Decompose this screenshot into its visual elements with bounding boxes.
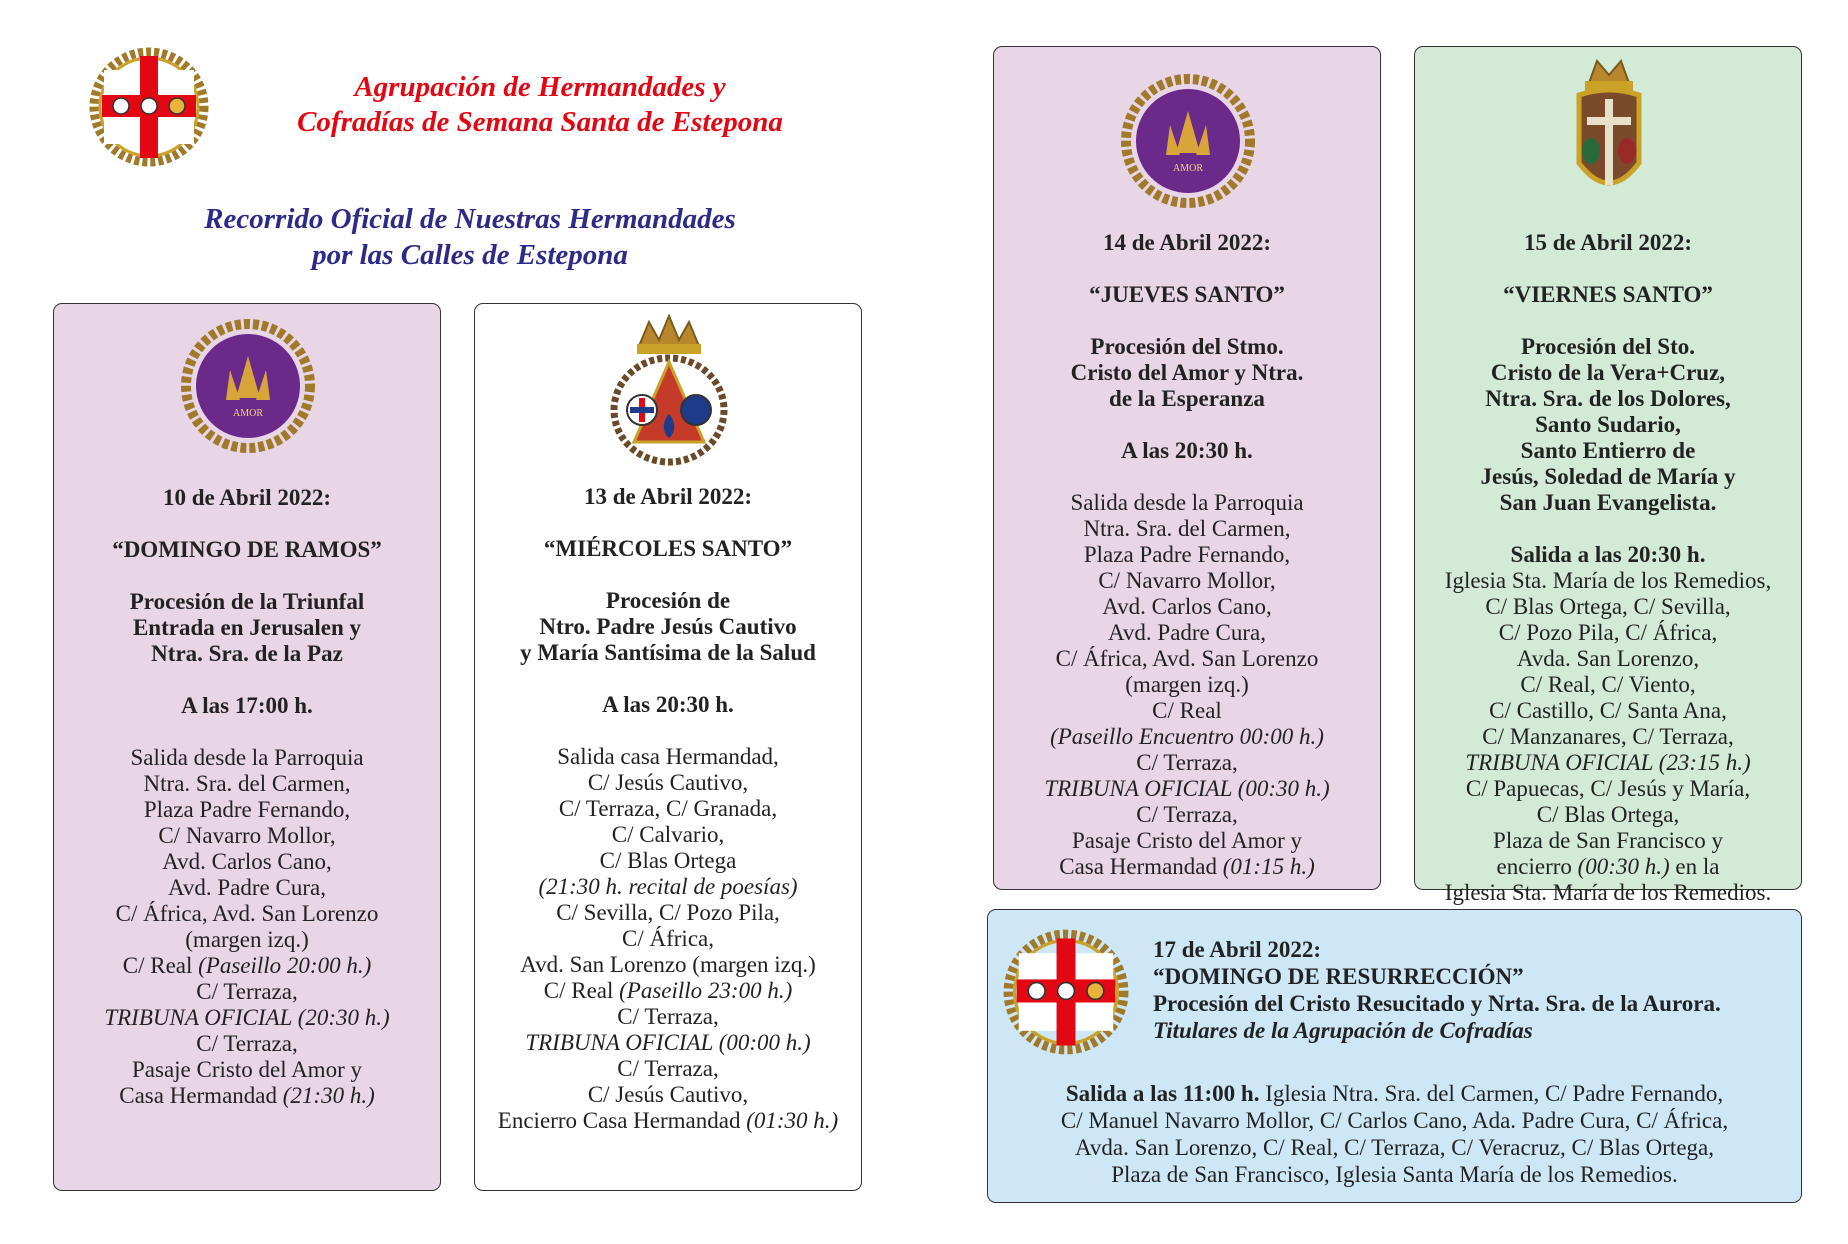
subtitle-line-1: Recorrido Oficial de Nuestras Hermandades: [204, 203, 736, 235]
procession-line: Santo Sudario,: [1535, 412, 1681, 437]
resurreccion-route: [988, 1080, 1801, 1188]
route-line: Ntra. Sra. del Carmen,: [1083, 516, 1291, 541]
route-line: C/ Terraza,: [617, 1056, 719, 1081]
procession-line: Santo Entierro de: [1520, 438, 1696, 463]
route-line: TRIBUNA OFICIAL (20:30 h.): [104, 1005, 390, 1030]
miercoles-santo-content: [475, 484, 861, 1134]
route-line: TRIBUNA OFICIAL (23:15 h.): [1465, 750, 1751, 775]
route-line: Iglesia Sta. María de los Remedios.: [1444, 880, 1772, 905]
route-line: (Paseillo Encuentro 00:00 h.): [1050, 724, 1324, 749]
jueves-santo-date: 14 de Abril 2022:: [1102, 230, 1272, 255]
jueves-santo-time: A las 20:30 h.: [1121, 438, 1253, 463]
viernes-santo-card: [1414, 46, 1802, 905]
route-line: [54, 953, 440, 979]
route-street: C/ Real: [543, 978, 620, 1003]
route-line: TRIBUNA OFICIAL (00:00 h.): [525, 1030, 811, 1055]
resurreccion-date: 17 de Abril 2022:: [1153, 937, 1322, 962]
org-line-2: Cofradías de Semana Santa de Estepona: [297, 106, 783, 138]
procession-line: Ntra. Sra. de la Paz: [151, 641, 343, 666]
domingo-ramos-content: [54, 485, 440, 1109]
route-line: C/ Castillo, C/ Santa Ana,: [1489, 698, 1727, 723]
route-line: C/ Navarro Mollor,: [158, 823, 336, 848]
route-line: C/ Terraza,: [617, 1004, 719, 1029]
route-line: C/ Real: [1152, 698, 1222, 723]
route-line: C/ Manzanares, C/ Terraza,: [1482, 724, 1734, 749]
procession-line: Cristo de la Vera+Cruz,: [1490, 360, 1726, 385]
route-line: Plaza de San Francisco y: [1493, 828, 1723, 853]
route-time: (Paseillo 20:00 h.): [198, 953, 372, 978]
resurreccion-day: “DOMINGO DE RESURRECCIÓN”: [1153, 964, 1524, 989]
procession-line: Procesión del Stmo.: [1090, 334, 1284, 359]
resurreccion-procession: Procesión del Cristo Resucitado y Nrta. Sra. de la Aurora.: [1153, 991, 1721, 1016]
procession-line: y María Santísima de la Salud: [520, 640, 816, 665]
miercoles-santo-date: 13 de Abril 2022:: [583, 484, 753, 509]
route-line: Iglesia Sta. María de los Remedios,: [1444, 568, 1772, 593]
route-time: (01:30 h.): [746, 1108, 839, 1133]
viernes-santo-date: 15 de Abril 2022:: [1523, 230, 1693, 255]
cristo-amor-emblem-icon: [178, 316, 318, 456]
route-line: Plaza Padre Fernando,: [1083, 542, 1291, 567]
route-line: Plaza Padre Fernando,: [143, 797, 351, 822]
route-line: Avd. Padre Cura,: [1108, 620, 1266, 645]
route-time: (Paseillo 23:00 h.): [619, 978, 793, 1003]
route-line: [988, 1080, 1801, 1107]
route-line: Avd. Padre Cura,: [168, 875, 326, 900]
route-line: C/ Papuecas, C/ Jesús y María,: [1465, 776, 1751, 801]
svg-text:AMOR: AMOR: [232, 408, 264, 419]
route-line: C/ África,: [622, 926, 714, 951]
route-street: Casa Hermandad: [1059, 854, 1223, 879]
procession-line: Jesús, Soledad de María y: [1480, 464, 1736, 489]
procession-line: Procesión de: [605, 588, 731, 613]
domingo-ramos-card: [53, 303, 441, 1191]
route-time: (01:15 h.): [1222, 854, 1315, 879]
route-line: Salida desde la Parroquia: [130, 745, 364, 770]
route-line: C/ Blas Ortega, C/ Sevilla,: [1485, 594, 1731, 619]
viernes-santo-day: “VIERNES SANTO”: [1503, 282, 1713, 307]
route-street: encierro: [1496, 854, 1578, 879]
route-street: Iglesia Ntra. Sra. del Carmen, C/ Padre Fernando,: [1259, 1081, 1724, 1106]
route-line: C/ Jesús Cautivo,: [587, 1082, 749, 1107]
route-street: en la: [1669, 854, 1720, 879]
route-line: Avd. San Lorenzo (margen izq.): [520, 952, 816, 977]
route-line: Pasaje Cristo del Amor y: [1072, 828, 1302, 853]
route-line: Plaza de San Francisco, Iglesia Santa María de los Remedios.: [1111, 1162, 1678, 1187]
viernes-santo-time: Salida a las 20:30 h.: [1510, 542, 1706, 567]
route-time: (21:30 h.): [282, 1083, 375, 1108]
agrupacion-cross-emblem-icon: [88, 46, 210, 168]
resurreccion-card: [987, 909, 1802, 1203]
route-line: C/ Blas Ortega,: [1536, 802, 1680, 827]
route-line: (margen izq.): [185, 927, 309, 952]
route-street: Casa Hermandad: [119, 1083, 283, 1108]
resurreccion-header: [1153, 936, 1721, 1044]
route-line: Pasaje Cristo del Amor y: [132, 1057, 362, 1082]
route-line: [54, 1083, 440, 1109]
route-line: Avda. San Lorenzo,: [1516, 646, 1700, 671]
domingo-ramos-time: A las 17:00 h.: [181, 693, 313, 718]
route-line: C/ Navarro Mollor,: [1098, 568, 1276, 593]
route-line: Avd. Carlos Cano,: [1102, 594, 1272, 619]
miercoles-santo-card: [474, 303, 862, 1191]
cautivo-crown-emblem-icon: [604, 310, 734, 470]
route-line: Salida casa Hermandad,: [557, 744, 779, 769]
procession-line: San Juan Evangelista.: [1499, 490, 1717, 515]
route-street: Encierro Casa Hermandad: [497, 1108, 747, 1133]
procession-line: Cristo del Amor y Ntra.: [1070, 360, 1304, 385]
route-line: Avda. San Lorenzo, C/ Real, C/ Terraza, C/ Veracruz, C/ Blas Ortega,: [1074, 1135, 1714, 1160]
route-line: C/ Jesús Cautivo,: [587, 770, 749, 795]
route-line: [475, 978, 861, 1004]
route-line: [994, 854, 1380, 880]
procession-line: Procesión del Sto.: [1521, 334, 1695, 359]
route-line: C/ África, Avd. San Lorenzo: [1055, 646, 1319, 671]
domingo-ramos-date: 10 de Abril 2022:: [162, 485, 332, 510]
resurreccion-time: Salida a las 11:00 h.: [1065, 1081, 1260, 1106]
route-line: Ntra. Sra. del Carmen,: [143, 771, 351, 796]
route-line: C/ Manuel Navarro Mollor, C/ Carlos Cano, Ada. Padre Cura, C/ África,: [1060, 1108, 1729, 1133]
route-time: (00:30 h.): [1577, 854, 1670, 879]
route-line: C/ Terraza, C/ Granada,: [558, 796, 778, 821]
route-line: C/ Real, C/ Viento,: [1520, 672, 1696, 697]
route-line: C/ Terraza,: [1136, 750, 1238, 775]
jueves-santo-content: [994, 230, 1380, 880]
org-line-1: Agrupación de Hermandades y: [354, 71, 726, 103]
route-line: (margen izq.): [1125, 672, 1249, 697]
route-line: C/ Pozo Pila, C/ África,: [1498, 620, 1718, 645]
organization-title: [240, 70, 840, 140]
subtitle-line-2: por las Calles de Estepona: [312, 239, 628, 271]
jueves-santo-day: “JUEVES SANTO”: [1089, 282, 1285, 307]
route-street: C/ Real: [122, 953, 199, 978]
route-line: Avd. Carlos Cano,: [162, 849, 332, 874]
procession-line: Ntra. Sra. de los Dolores,: [1485, 386, 1731, 411]
procession-line: Entrada en Jerusalen y: [132, 615, 362, 640]
vera-cruz-emblem-icon: [1555, 53, 1663, 213]
resurreccion-titulares: Titulares de la Agrupación de Cofradías: [1153, 1018, 1533, 1043]
route-line: C/ Sevilla, C/ Pozo Pila,: [556, 900, 780, 925]
route-line: [1415, 854, 1801, 880]
route-line: C/ África, Avd. San Lorenzo: [115, 901, 379, 926]
route-line: C/ Terraza,: [1136, 802, 1238, 827]
svg-text:AMOR: AMOR: [1172, 163, 1204, 174]
procession-line: Ntro. Padre Jesús Cautivo: [539, 614, 797, 639]
route-line: [475, 1108, 861, 1134]
miercoles-santo-time: A las 20:30 h.: [602, 692, 734, 717]
procession-line: de la Esperanza: [1109, 386, 1265, 411]
jueves-santo-card: [993, 46, 1381, 890]
domingo-ramos-day: “DOMINGO DE RAMOS”: [112, 537, 382, 562]
route-line: TRIBUNA OFICIAL (00:30 h.): [1044, 776, 1330, 801]
procession-line: Procesión de la Triunfal: [129, 589, 365, 614]
agrupacion-cross-emblem-icon: [1002, 928, 1130, 1056]
viernes-santo-content: [1415, 230, 1801, 906]
route-line: C/ Terraza,: [196, 979, 298, 1004]
route-line: Salida desde la Parroquia: [1070, 490, 1304, 515]
route-line: C/ Calvario,: [611, 822, 725, 847]
miercoles-santo-day: “MIÉRCOLES SANTO”: [543, 536, 793, 561]
page-subtitle: [160, 201, 780, 273]
route-line: C/ Blas Ortega: [599, 848, 737, 873]
cristo-amor-emblem-icon: [1118, 71, 1258, 211]
route-line: (21:30 h. recital de poesías): [538, 874, 798, 899]
route-line: C/ Terraza,: [196, 1031, 298, 1056]
